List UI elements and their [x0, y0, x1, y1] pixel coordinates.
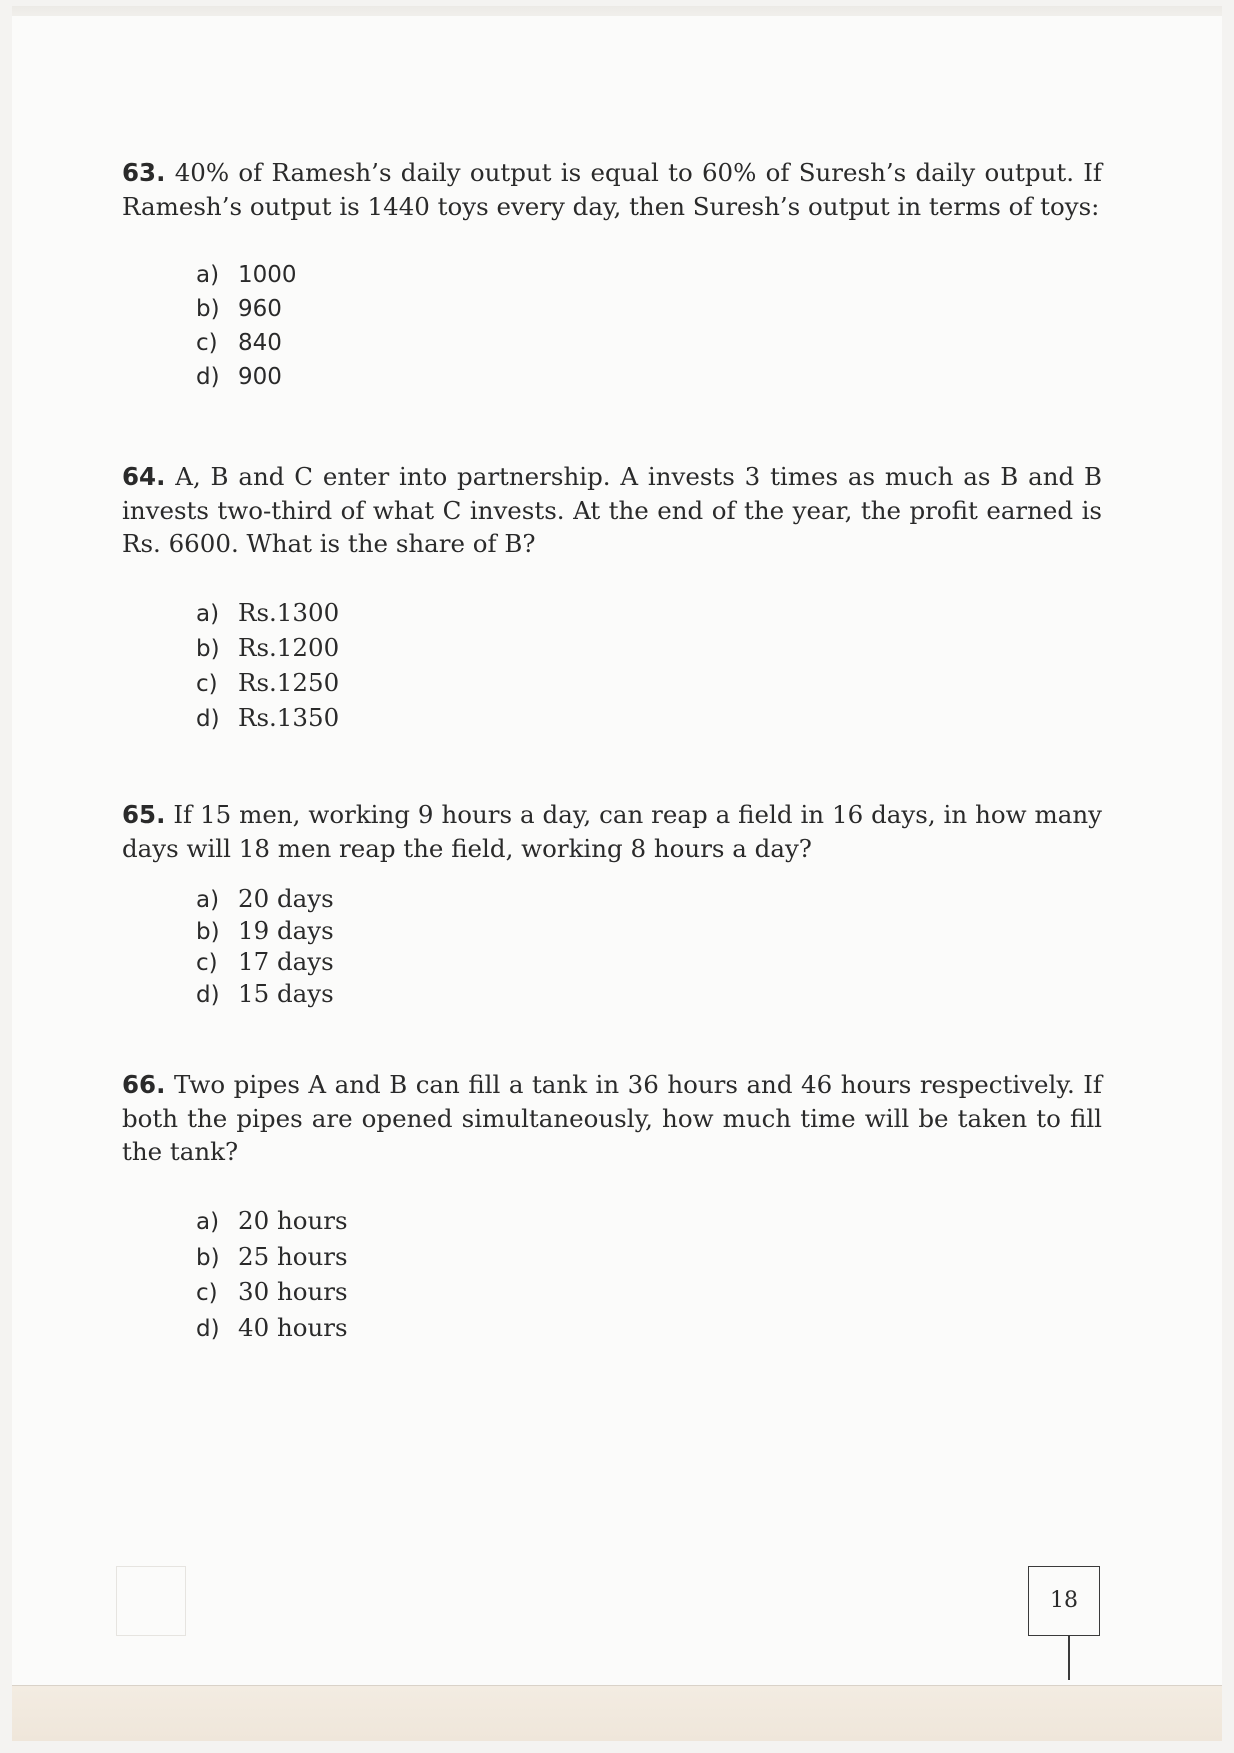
option-text: 20 hours — [238, 1206, 348, 1235]
option-letter: c) — [196, 330, 218, 356]
option-b — [196, 1240, 348, 1276]
option-text: 840 — [238, 330, 282, 356]
question-number: 64 — [122, 462, 157, 491]
option-letter: d) — [196, 1315, 220, 1342]
show-through-box — [116, 1566, 186, 1636]
option-b — [196, 916, 334, 948]
option-d — [196, 701, 339, 736]
option-letter: c) — [196, 950, 218, 976]
option-letter: b) — [196, 296, 220, 322]
option-text: 15 days — [238, 978, 334, 1008]
options-65 — [196, 884, 334, 1010]
option-text: 19 days — [238, 915, 334, 945]
option-text: Rs.1300 — [238, 598, 340, 627]
options-66 — [196, 1204, 348, 1346]
option-d — [196, 1311, 348, 1347]
option-text: Rs.1250 — [238, 668, 340, 697]
option-letter: a) — [196, 601, 220, 627]
option-text: 20 days — [238, 884, 334, 913]
option-letter: d) — [196, 981, 220, 1008]
question-text: If 15 men, working 9 hours a day, can reap a field in 16 days, in how many days will 18 men reap the field, working 8 hours a day? — [122, 800, 1102, 863]
question-66: 66. Two pipes A and B can fill a tank in 36 hours and 46 hours respectively. If both the pipes are opened simultaneously, how much time will be taken to fill the tank? — [122, 1070, 1102, 1166]
option-letter: c) — [196, 671, 218, 697]
scan-bottom-edge — [12, 1685, 1222, 1741]
option-text: Rs.1350 — [238, 703, 340, 732]
option-letter: a) — [196, 262, 220, 288]
question-text: A, B and C enter into partnership. A invests 3 times as much as B and B invests two-third of what C invests. At the end of the year, the profit earned is Rs. 6600. What is the share of B? — [122, 462, 1102, 558]
option-text: 960 — [238, 296, 282, 322]
option-a — [196, 258, 297, 292]
option-letter: d) — [196, 706, 220, 732]
option-letter: a) — [196, 887, 220, 913]
option-c — [196, 1275, 348, 1311]
page-number-box — [1028, 1566, 1100, 1636]
option-text: 17 days — [238, 947, 334, 976]
option-text: 30 hours — [238, 1277, 348, 1306]
option-a — [196, 1204, 348, 1240]
option-c — [196, 326, 297, 360]
page-number: 18 — [1050, 1588, 1078, 1613]
option-letter: b) — [196, 918, 220, 945]
question-63: 63. 40% of Ramesh’s daily output is equal to 60% of Suresh’s daily output. If Ramesh’s output is 1440 toys every day, then Suresh’s output in terms of toys: — [122, 158, 1102, 221]
option-letter: b) — [196, 636, 220, 662]
options-63 — [196, 258, 297, 394]
question-number: 66 — [122, 1070, 157, 1099]
option-text: Rs.1200 — [238, 633, 340, 662]
question-64: 64. A, B and C enter into partnership. A invests 3 times as much as B and B invests two-third of what C invests. At the end of the year, the profit earned is Rs. 6600. What is the share of B? — [122, 462, 1102, 558]
options-64 — [196, 596, 339, 736]
option-text: 1000 — [238, 262, 297, 288]
option-b — [196, 631, 339, 666]
option-text: 900 — [238, 364, 282, 390]
option-text: 25 hours — [238, 1241, 348, 1271]
option-a — [196, 884, 334, 916]
question-number: 65 — [122, 800, 157, 829]
question-65: 65. If 15 men, working 9 hours a day, can reap a field in 16 days, in how many days will 18 men reap the field, working 8 hours a day? — [122, 800, 1102, 863]
page-number-tick — [1068, 1636, 1070, 1680]
option-c — [196, 666, 339, 701]
option-letter: a) — [196, 1209, 220, 1235]
option-letter: b) — [196, 1244, 220, 1271]
option-b — [196, 292, 297, 326]
option-d — [196, 360, 297, 394]
option-text: 40 hours — [238, 1312, 348, 1342]
page — [12, 16, 1222, 1736]
option-c — [196, 947, 334, 979]
question-number: 63 — [122, 158, 157, 187]
question-text: 40% of Ramesh’s daily output is equal to 60% of Suresh’s daily output. If Ramesh’s output is 1440 toys every day, then Suresh’s output in terms of toys: — [122, 158, 1102, 221]
question-text: Two pipes A and B can fill a tank in 36 hours and 46 hours respectively. If both the pipes are opened simultaneously, how much time will be taken to fill the tank? — [122, 1070, 1102, 1166]
option-d — [196, 979, 334, 1011]
option-letter: d) — [196, 364, 220, 390]
option-letter: c) — [196, 1280, 218, 1306]
option-a — [196, 596, 339, 631]
